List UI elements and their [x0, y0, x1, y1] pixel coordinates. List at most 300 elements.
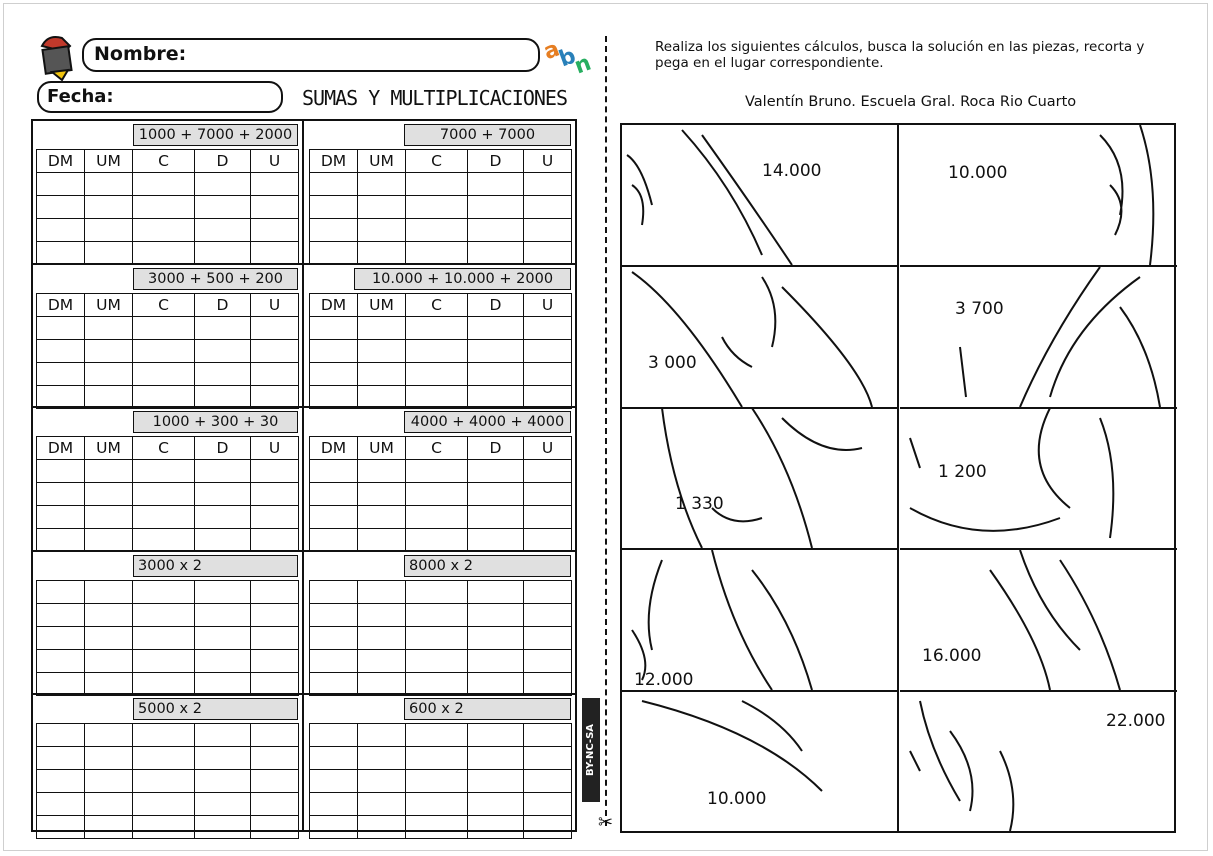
answer-cell[interactable]	[524, 339, 572, 362]
answer-cell[interactable]	[85, 793, 133, 816]
column-header: C	[133, 437, 195, 460]
answer-cell[interactable]	[251, 219, 299, 242]
answer-cell[interactable]	[524, 483, 572, 506]
answer-cell[interactable]	[524, 506, 572, 529]
answer-cell[interactable]	[195, 649, 251, 672]
exercise-block	[306, 552, 574, 695]
answer-cell[interactable]	[37, 362, 85, 385]
answer-cell[interactable]	[524, 362, 572, 385]
puzzle-piece[interactable]	[622, 691, 899, 833]
answer-cell[interactable]	[195, 219, 251, 242]
answer-cell[interactable]	[310, 460, 358, 483]
answer-cell[interactable]	[468, 219, 524, 242]
answer-cell[interactable]	[524, 649, 572, 672]
answer-cell[interactable]	[251, 770, 299, 793]
puzzle-piece[interactable]	[622, 267, 899, 409]
answer-cell[interactable]	[358, 603, 406, 626]
exercise-expression: 7000 + 7000	[404, 124, 571, 146]
answer-cell[interactable]	[310, 649, 358, 672]
answer-cell[interactable]	[195, 316, 251, 339]
answer-cell[interactable]	[406, 626, 468, 649]
answer-cell[interactable]	[85, 506, 133, 529]
answer-cell[interactable]	[251, 339, 299, 362]
answer-cell[interactable]	[358, 385, 406, 408]
answer-cell[interactable]	[195, 626, 251, 649]
answer-cell[interactable]	[85, 460, 133, 483]
answer-cell[interactable]	[195, 603, 251, 626]
answer-cell[interactable]	[195, 672, 251, 695]
answer-cell[interactable]	[251, 385, 299, 408]
answer-cell[interactable]	[310, 483, 358, 506]
answer-cell[interactable]	[406, 724, 468, 747]
answer-cell[interactable]	[358, 649, 406, 672]
answer-cell[interactable]	[468, 506, 524, 529]
answer-cell[interactable]	[358, 339, 406, 362]
column-header: D	[195, 293, 251, 316]
answer-cell[interactable]	[133, 603, 195, 626]
answer-cell[interactable]	[468, 460, 524, 483]
answer-cell[interactable]	[310, 793, 358, 816]
answer-cell[interactable]	[406, 483, 468, 506]
answer-cell[interactable]	[195, 724, 251, 747]
answer-cell[interactable]	[310, 242, 358, 265]
answer-cell[interactable]	[406, 672, 468, 695]
answer-cell[interactable]	[468, 362, 524, 385]
answer-cell[interactable]	[358, 770, 406, 793]
exercise-expression: 10.000 + 10.000 + 2000	[354, 268, 571, 290]
answer-cell[interactable]	[133, 529, 195, 552]
answer-cell[interactable]	[133, 672, 195, 695]
answer-cell[interactable]	[358, 580, 406, 603]
answer-cell[interactable]	[310, 672, 358, 695]
column-header: UM	[85, 437, 133, 460]
puzzle-piece[interactable]	[900, 408, 1177, 550]
answer-cell[interactable]	[406, 339, 468, 362]
answer-cell[interactable]	[37, 580, 85, 603]
answer-cell[interactable]	[524, 316, 572, 339]
answer-cell[interactable]	[195, 242, 251, 265]
answer-cell[interactable]	[133, 626, 195, 649]
answer-cell[interactable]	[37, 173, 85, 196]
answer-cell[interactable]	[310, 362, 358, 385]
answer-cell[interactable]	[468, 793, 524, 816]
answer-cell[interactable]	[195, 385, 251, 408]
piece-answer: 10.000	[707, 789, 767, 809]
answer-cell[interactable]	[85, 385, 133, 408]
exercise-block	[33, 121, 301, 264]
answer-cell[interactable]	[358, 219, 406, 242]
answer-cell[interactable]	[406, 603, 468, 626]
piece-answer: 1 330	[675, 494, 724, 514]
abn-logo-letter: a	[540, 36, 564, 66]
answer-cell[interactable]	[37, 460, 85, 483]
answer-cell[interactable]	[468, 173, 524, 196]
column-header: U	[524, 437, 572, 460]
answer-cell[interactable]	[468, 339, 524, 362]
answer-cell[interactable]	[133, 362, 195, 385]
row-divider	[31, 550, 577, 552]
answer-cell[interactable]	[251, 649, 299, 672]
place-value-grid	[36, 580, 299, 696]
answer-cell[interactable]	[406, 316, 468, 339]
answer-cell[interactable]	[195, 483, 251, 506]
answer-cell[interactable]	[468, 626, 524, 649]
answer-cell[interactable]	[468, 580, 524, 603]
answer-cell[interactable]	[358, 460, 406, 483]
answer-cell[interactable]	[251, 362, 299, 385]
answer-cell[interactable]	[251, 626, 299, 649]
answer-cell[interactable]	[406, 219, 468, 242]
column-header: UM	[358, 437, 406, 460]
answer-cell[interactable]	[37, 506, 85, 529]
column-header: D	[468, 437, 524, 460]
answer-cell[interactable]	[251, 529, 299, 552]
answer-cell[interactable]	[195, 529, 251, 552]
answer-cell[interactable]	[524, 173, 572, 196]
answer-cell[interactable]	[85, 747, 133, 770]
answer-cell[interactable]	[195, 173, 251, 196]
piece-answer: 1 200	[938, 462, 987, 482]
answer-cell[interactable]	[85, 339, 133, 362]
place-value-grid	[309, 580, 572, 696]
answer-cell[interactable]	[37, 483, 85, 506]
answer-cell[interactable]	[37, 529, 85, 552]
answer-cell[interactable]	[195, 793, 251, 816]
coloring-sketch	[900, 125, 1177, 267]
answer-cell[interactable]	[406, 529, 468, 552]
coloring-sketch	[622, 125, 899, 267]
answer-cell[interactable]	[85, 242, 133, 265]
answer-cell[interactable]	[524, 603, 572, 626]
answer-cell[interactable]	[406, 770, 468, 793]
answer-cell[interactable]	[406, 747, 468, 770]
answer-cell[interactable]	[133, 793, 195, 816]
answer-cell[interactable]	[251, 672, 299, 695]
answer-cell[interactable]	[524, 580, 572, 603]
piece-answer: 10.000	[948, 163, 1008, 183]
answer-cell[interactable]	[37, 219, 85, 242]
answer-cell[interactable]	[406, 196, 468, 219]
answer-cell[interactable]	[468, 316, 524, 339]
answer-cell[interactable]	[195, 816, 251, 839]
answer-cell[interactable]	[85, 196, 133, 219]
answer-cell[interactable]	[310, 580, 358, 603]
answer-cell[interactable]	[195, 362, 251, 385]
answer-cell[interactable]	[195, 196, 251, 219]
answer-cell[interactable]	[37, 672, 85, 695]
column-header: D	[468, 293, 524, 316]
answer-cell[interactable]	[85, 173, 133, 196]
answer-cell[interactable]	[85, 724, 133, 747]
answer-cell[interactable]	[310, 196, 358, 219]
answer-cell[interactable]	[406, 173, 468, 196]
scissors-icon: ✂	[598, 812, 614, 833]
answer-cell[interactable]	[85, 316, 133, 339]
answer-cell[interactable]	[310, 173, 358, 196]
answer-cell[interactable]	[406, 385, 468, 408]
answer-cell[interactable]	[310, 770, 358, 793]
column-header: C	[406, 437, 468, 460]
answer-cell[interactable]	[406, 816, 468, 839]
answer-cell[interactable]	[310, 603, 358, 626]
instructions-text: Realiza los siguientes cálculos, busca la solución en las piezas, recorta y pega en el lugar correspondiente.	[655, 39, 1145, 71]
answer-cell[interactable]	[310, 816, 358, 839]
answer-cell[interactable]	[133, 173, 195, 196]
exercise-block	[33, 265, 301, 408]
place-value-grid	[36, 149, 299, 265]
column-header: U	[251, 437, 299, 460]
answer-cell[interactable]	[358, 506, 406, 529]
abn-logo-letter: b	[555, 43, 580, 73]
answer-cell[interactable]	[133, 219, 195, 242]
answer-cell[interactable]	[133, 649, 195, 672]
puzzle-piece[interactable]	[622, 550, 899, 692]
answer-cell[interactable]	[195, 770, 251, 793]
answer-cell[interactable]	[524, 724, 572, 747]
answer-cell[interactable]	[37, 747, 85, 770]
column-header: U	[251, 150, 299, 173]
answer-cell[interactable]	[251, 506, 299, 529]
answer-cell[interactable]	[524, 672, 572, 695]
place-value-grid	[309, 149, 572, 265]
answer-cell[interactable]	[468, 242, 524, 265]
answer-cell[interactable]	[85, 483, 133, 506]
column-header: D	[195, 150, 251, 173]
puzzle-piece[interactable]	[622, 125, 899, 267]
place-value-grid	[309, 723, 572, 839]
answer-cell[interactable]	[195, 339, 251, 362]
exercise-expression: 4000 + 4000 + 4000	[404, 411, 571, 433]
answer-cell[interactable]	[468, 816, 524, 839]
answer-cell[interactable]	[195, 747, 251, 770]
answer-cell[interactable]	[468, 385, 524, 408]
answer-cell[interactable]	[468, 196, 524, 219]
puzzle-piece[interactable]	[900, 550, 1177, 692]
answer-cell[interactable]	[37, 196, 85, 219]
answer-cell[interactable]	[37, 316, 85, 339]
answer-cell[interactable]	[358, 529, 406, 552]
column-divider	[302, 119, 304, 832]
answer-cell[interactable]	[310, 626, 358, 649]
answer-cell[interactable]	[37, 649, 85, 672]
column-header: DM	[310, 293, 358, 316]
answer-cell[interactable]	[358, 626, 406, 649]
column-header: DM	[310, 150, 358, 173]
coloring-sketch	[900, 267, 1177, 409]
puzzle-piece[interactable]	[900, 125, 1177, 267]
answer-cell[interactable]	[468, 603, 524, 626]
puzzle-grid	[620, 123, 1176, 833]
answer-cell[interactable]	[195, 460, 251, 483]
answer-cell[interactable]	[85, 603, 133, 626]
answer-cell[interactable]	[310, 219, 358, 242]
piece-answer: 14.000	[762, 161, 822, 181]
answer-cell[interactable]	[85, 580, 133, 603]
answer-cell[interactable]	[310, 747, 358, 770]
answer-cell[interactable]	[310, 506, 358, 529]
column-header: C	[133, 293, 195, 316]
answer-cell[interactable]	[251, 603, 299, 626]
answer-cell[interactable]	[406, 242, 468, 265]
exercise-block	[306, 121, 574, 264]
answer-cell[interactable]	[133, 483, 195, 506]
column-header: C	[406, 293, 468, 316]
answer-cell[interactable]	[85, 649, 133, 672]
answer-cell[interactable]	[406, 580, 468, 603]
answer-cell[interactable]	[251, 242, 299, 265]
answer-cell[interactable]	[524, 196, 572, 219]
answer-cell[interactable]	[133, 816, 195, 839]
answer-cell[interactable]	[85, 362, 133, 385]
answer-cell[interactable]	[524, 793, 572, 816]
puzzle-piece[interactable]	[900, 691, 1177, 833]
row-divider	[31, 693, 577, 695]
answer-cell[interactable]	[133, 385, 195, 408]
answer-cell[interactable]	[310, 529, 358, 552]
answer-cell[interactable]	[133, 770, 195, 793]
answer-cell[interactable]	[37, 724, 85, 747]
answer-cell[interactable]	[468, 724, 524, 747]
answer-cell[interactable]	[195, 580, 251, 603]
answer-cell[interactable]	[358, 747, 406, 770]
answer-cell[interactable]	[524, 770, 572, 793]
exercise-expression: 8000 x 2	[404, 555, 571, 577]
answer-cell[interactable]	[468, 529, 524, 552]
answer-cell[interactable]	[251, 724, 299, 747]
answer-cell[interactable]	[358, 362, 406, 385]
answer-cell[interactable]	[358, 242, 406, 265]
answer-cell[interactable]	[251, 816, 299, 839]
answer-cell[interactable]	[133, 724, 195, 747]
answer-cell[interactable]	[358, 672, 406, 695]
column-header: UM	[85, 293, 133, 316]
answer-cell[interactable]	[524, 747, 572, 770]
answer-cell[interactable]	[406, 362, 468, 385]
answer-cell[interactable]	[85, 529, 133, 552]
answer-cell[interactable]	[468, 770, 524, 793]
exercise-block	[306, 408, 574, 551]
answer-cell[interactable]	[524, 219, 572, 242]
place-value-grid	[36, 436, 299, 552]
answer-cell[interactable]	[358, 793, 406, 816]
answer-cell[interactable]	[37, 339, 85, 362]
answer-cell[interactable]	[310, 316, 358, 339]
answer-cell[interactable]	[37, 816, 85, 839]
answer-cell[interactable]	[524, 626, 572, 649]
column-header: C	[133, 150, 195, 173]
answer-cell[interactable]	[358, 316, 406, 339]
answer-cell[interactable]	[37, 793, 85, 816]
answer-cell[interactable]	[310, 339, 358, 362]
answer-cell[interactable]	[468, 649, 524, 672]
answer-cell[interactable]	[358, 816, 406, 839]
column-header: U	[524, 150, 572, 173]
answer-cell[interactable]	[251, 580, 299, 603]
answer-cell[interactable]	[406, 460, 468, 483]
puzzle-piece[interactable]	[622, 408, 899, 550]
answer-cell[interactable]	[37, 242, 85, 265]
answer-cell[interactable]	[524, 529, 572, 552]
answer-cell[interactable]	[251, 793, 299, 816]
answer-cell[interactable]	[133, 196, 195, 219]
abn-logo-letter: n	[571, 50, 595, 80]
author-credit: Valentín Bruno. Escuela Gral. Roca Rio Cuarto	[745, 94, 1077, 110]
piece-answer: 3 000	[648, 352, 697, 373]
answer-cell[interactable]	[251, 483, 299, 506]
piece-answer: 12.000	[634, 669, 694, 690]
answer-cell[interactable]	[251, 196, 299, 219]
answer-cell[interactable]	[310, 385, 358, 408]
answer-cell[interactable]	[251, 747, 299, 770]
exercise-block	[33, 695, 301, 838]
answer-cell[interactable]	[37, 770, 85, 793]
answer-cell[interactable]	[251, 173, 299, 196]
answer-cell[interactable]	[468, 672, 524, 695]
answer-cell[interactable]	[37, 603, 85, 626]
exercise-expression: 3000 + 500 + 200	[133, 268, 298, 290]
answer-cell[interactable]	[310, 724, 358, 747]
place-value-grid	[309, 436, 572, 552]
coloring-sketch	[900, 550, 1177, 692]
column-header: UM	[358, 293, 406, 316]
row-divider	[31, 406, 577, 408]
answer-cell[interactable]	[133, 316, 195, 339]
coloring-sketch	[622, 408, 899, 550]
answer-cell[interactable]	[85, 672, 133, 695]
answer-cell[interactable]	[468, 483, 524, 506]
column-header: DM	[37, 293, 85, 316]
answer-cell[interactable]	[133, 580, 195, 603]
answer-cell[interactable]	[251, 316, 299, 339]
exercise-block	[33, 552, 301, 695]
row-divider	[31, 263, 577, 265]
column-header: C	[406, 150, 468, 173]
answer-cell[interactable]	[524, 242, 572, 265]
coloring-sketch	[622, 691, 899, 833]
date-label: Fecha:	[47, 86, 114, 107]
answer-cell[interactable]	[133, 242, 195, 265]
answer-cell[interactable]	[406, 506, 468, 529]
answer-cell[interactable]	[85, 816, 133, 839]
answer-cell[interactable]	[468, 747, 524, 770]
answer-cell[interactable]	[358, 173, 406, 196]
exercise-expression: 5000 x 2	[133, 698, 298, 720]
answer-cell[interactable]	[133, 747, 195, 770]
answer-cell[interactable]	[358, 483, 406, 506]
answer-cell[interactable]	[37, 385, 85, 408]
answer-cell[interactable]	[524, 816, 572, 839]
answer-cell[interactable]	[358, 724, 406, 747]
answer-cell[interactable]	[85, 626, 133, 649]
answer-cell[interactable]	[195, 506, 251, 529]
answer-cell[interactable]	[133, 506, 195, 529]
answer-cell[interactable]	[85, 219, 133, 242]
answer-cell[interactable]	[358, 196, 406, 219]
answer-cell[interactable]	[406, 649, 468, 672]
column-header: U	[251, 293, 299, 316]
answer-cell[interactable]	[524, 460, 572, 483]
answer-cell[interactable]	[37, 626, 85, 649]
answer-cell[interactable]	[524, 385, 572, 408]
answer-cell[interactable]	[85, 770, 133, 793]
puzzle-piece[interactable]	[900, 267, 1177, 409]
answer-cell[interactable]	[133, 339, 195, 362]
answer-cell[interactable]	[251, 460, 299, 483]
exercise-expression: 1000 + 7000 + 2000	[133, 124, 298, 146]
answer-cell[interactable]	[133, 460, 195, 483]
answer-cell[interactable]	[406, 793, 468, 816]
exercise-block	[306, 695, 574, 838]
